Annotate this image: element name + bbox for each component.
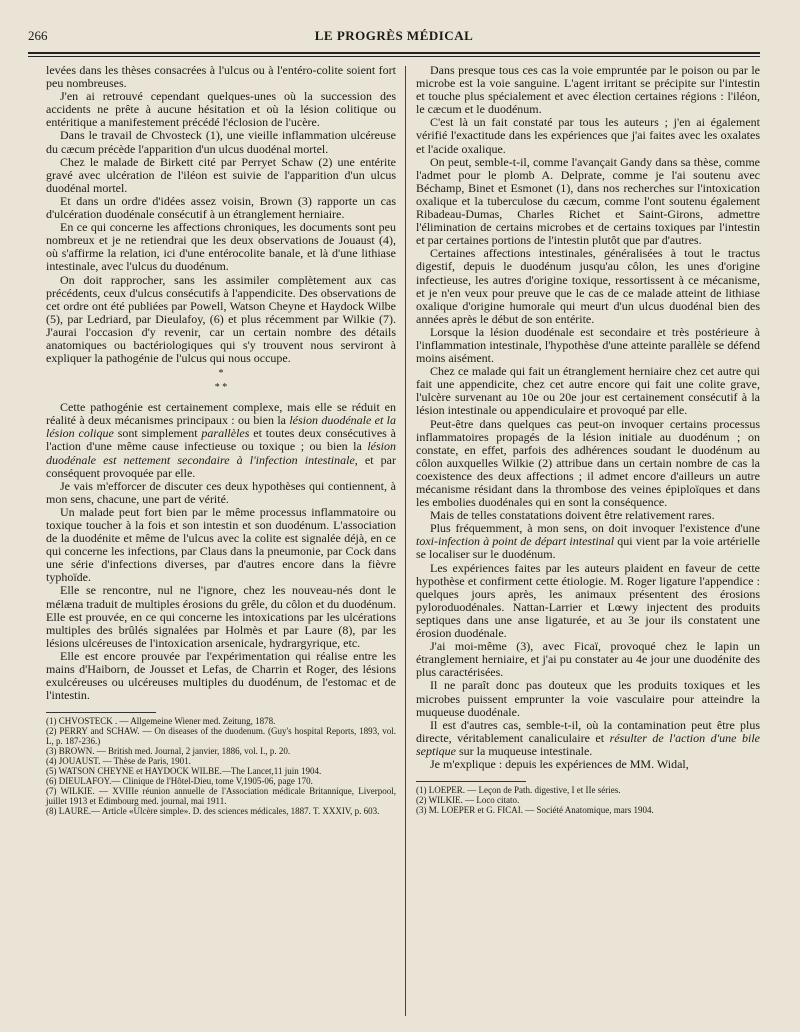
paragraph: En ce qui concerne les affections chroniques, les documents sont peu nombreux et je ne retiendrai que les deux observations de Jouaust (4), où s'affirme la relation, ici d'une entérocolite banale, et là d'une lithiase intestinale, avec l'ulcus du duodénum. (46, 220, 396, 274)
paragraph: Elle se rencontre, nul ne l'ignore, chez les nouveau-nés dont le mélæna traduit de multiples érosions du grêle, du côlon et du duodénum. Elle est prouvée, en ce qui concerne les intoxications par les ulcérations multiples des brûlés signalées par Holmès et par Laure (8), par les lésions ulcéreuses de l'intoxication arsenicale, hydrargyrique, etc. (46, 583, 396, 650)
paragraph: Il ne paraît donc pas douteux que les produits toxiques et les microbes puissent emprunter la voie vasculaire pour atteindre la muqueuse duodénale. (416, 678, 760, 719)
footnotes (46, 716, 396, 816)
paragraph: Dans le travail de Chvosteck (1), une vieille inflammation ulcéreuse du cæcum précède l'apparition d'un ulcus duodénal mortel. (46, 128, 396, 156)
emphasis: résulter de l'action d'une bile septique (416, 730, 760, 758)
right-column (416, 64, 760, 815)
footnote: (2) WILKIE. — Loco citato. (416, 795, 520, 806)
paragraph: On peut, semble-t-il, comme l'avançait Gandy dans sa thèse, comme l'admet pour le plomb A. Delprate, comme je l'ai soutenu avec Béchamp, Binet et Esmonet (1), dans nos recherches sur l'intoxication oxalique et la tuberculose du cæcum, comme l'ont soutenu également Ribadeau-Dumas, Charles Richet et Saint-Girons, admettre l'élimination de certains microbes et de certains toxiques par l'intestin et par certaines portions de l'intestin plutôt que par d'autres. (416, 154, 760, 248)
text-run: et toutes deux consécutives à l'action d'une même cause infectieuse ou toxique ; ou bien la (46, 426, 396, 454)
paragraph: Je vais m'efforcer de discuter ces deux hypothèses qui contiennent, à mon sens, chacune, une part de vérité. (46, 478, 396, 506)
footnote: (4) JOUAUST. — Thèse de Paris, 1901. (46, 756, 191, 767)
paragraph: Certaines affections intestinales, généralisées à tout le tractus digestif, depuis le duodénum jusqu'au côlon, les unes d'origine infectieuse, les autres d'origine toxique, ressortissent à ce mécanisme, et je n'en veux pour preuve que le cas de ce malade atteint de lithiase oxalique d'origine humorale qui meurt d'un ulcus duodénal bien des années après le début de son entérite. (416, 246, 760, 326)
footnote-rule (46, 712, 156, 713)
emphasis: toxi-infection à point de départ intestinal (416, 534, 615, 549)
footnote-rule (416, 781, 526, 782)
footnote: (6) DIEULAFOY.— Clinique de l'Hôtel-Dieu, tome V,1905-06, page 170. (46, 776, 313, 787)
footnote: (1) CHVOSTECK . — Allgemeine Wiener med. Zeitung, 1878. (46, 716, 276, 727)
header-rule (28, 52, 760, 54)
footnote: (5) WATSON CHEYNE et HAYDOCK WILBE.—The Lancet,11 juin 1904. (46, 766, 322, 777)
paragraph: Mais de telles constatations doivent être relativement rares. (430, 508, 715, 523)
footnote: (1) LOEPER. — Leçon de Path. digestive, I et IIe séries. (416, 785, 621, 796)
paragraph: Lorsque la lésion duodénale est secondaire et très postérieure à l'inflammation intestinale, l'hypothèse d'une atteinte parallèle se défend moins aisément. (416, 324, 760, 366)
paragraph-toxi-infection (416, 522, 760, 561)
paragraph: Les expériences faites par les auteurs plaident en faveur de cette hypothèse et confirment cette étiologie. M. Roger ligature l'appendice : quelques jours après, les animaux présentent des érosions pyloroduodénales. Nattan-Larrier et Lœwy injectent des produits septiques dans une anse ligaturée, et au 3e jour ils constatent une érosion duodénale. (416, 560, 760, 641)
left-column (46, 64, 396, 816)
journal-title: LE PROGRÈS MÉDICAL (314, 28, 474, 43)
paragraph: Dans presque tous ces cas la voie empruntée par le poison ou par le microbe est la voie sanguine. L'agent irritant se précipite sur l'intestin et touche plus spécialement et avec élection certaines régions : l'iléon, le cæcum et le duodénum. (416, 63, 760, 117)
text-run: sur la muqueuse intestinale. (456, 743, 593, 758)
paragraph: C'est là un fait constaté par tous les auteurs ; j'en ai également vérifié l'exactitude dans les expériences que j'ai faites avec les oxalates et l'acide oxalique. (416, 115, 760, 156)
text-run: Plus fréquemment, à mon sens, on doit invoquer l'existence d'une (430, 521, 760, 536)
header-rule-thin (28, 56, 760, 57)
page-number: 266 (28, 28, 48, 43)
paragraph: Je m'explique : depuis les expériences de MM. Widal, (430, 756, 689, 771)
paragraph-pathogenie (46, 401, 396, 480)
emphasis: lésion duodénale et la lésion colique (46, 413, 396, 441)
column-divider (405, 66, 406, 1016)
paragraph: J'ai moi-même (3), avec Ficaï, provoqué chez le lapin un étranglement herniaire, et j'ai pu constater au 4e jour une duodénite des plus caractérisées. (416, 639, 760, 680)
emphasis: lésion duodénale est nettement secondaire à l'infection intestinale (46, 439, 396, 467)
paragraph: Et dans un ordre d'idées assez voisin, Brown (3) rapporte un cas d'ulcération duodénale consécutif à un étranglement herniaire. (46, 193, 396, 222)
text-run: sont simplement (113, 426, 202, 441)
paragraph: On doit rapprocher, sans les assimiler complètement aux cas précédents, ceux d'ulcus consécutifs à l'appendicite. Des observations de cet ordre ont été publiées par Powell, Watson Cheyne et Haydock Wilbe (5), par Ledriard, par Dieulafoy, (6) et plus récemment par Wilkie (7). J'aurai l'occasion d'y revenir, car un certain nombre des détails anatomiques ou bactériologiques qui s'y trouvent nous serviront à expliquer la pathogénie de l'ulcus qui nous occupe. (46, 272, 396, 366)
paragraph: Elle est encore prouvée par l'expérimentation qui réalise entre les mains d'Haiborn, de Jousset et Lefas, de Charrin et Roger, des lésions exulcéreuses ou ulcéreuses multiples du duodénum, de l'estomac et de l'intestin. (46, 648, 396, 703)
footnote: (8) LAURE.— Article «Ulcère simple». D. des sciences médicales, 1887. T. XXXIV, p. 603. (46, 806, 380, 817)
paragraph: Peut-être dans quelques cas peut-on invoquer certains processus inflammatoires propagés de la lésion initiale au duodénum ; on constate, en effet, parfois des adhérences soudant le duodénum au côlon auxquelles Wilkie (2) attribue dans un certain nombre de cas la coexistence des deux affections ; il admet encore d'ailleurs un autre mécanisme résidant dans la thrombose des veines épiploïques et dans les embolies duodénales qui en sont la conséquence. (416, 416, 760, 510)
footnote: (2) PERRY and SCHAW. — On diseases of the duodenum. (Guy's hospital Reports, 1893, vol. L, p. 187-236.) (46, 726, 396, 747)
footnote: (3) M. LOEPER et G. FICAI. — Société Anatomique, mars 1904. (416, 805, 654, 816)
text-run: qui vient par la voie artérielle se localiser sur le duodénum. (416, 534, 761, 562)
page-header (28, 28, 760, 48)
text-run: Cette pathogénie est certainement complexe, mais elle se réduit en réalité à deux mécanismes principaux : ou bien la (46, 400, 396, 428)
paragraph: Chez ce malade qui fait un étranglement herniaire chez cet autre qui fait une appendicite, chez cet autre encore qui fait une colite grave, l'ulcère survenant au 10e ou 20e jour est certainement consécutif à la lésion intestinale ou appendiculaire et provoqué par elle. (416, 364, 760, 418)
section-separator: * * * (214, 368, 228, 394)
text-run: , et par conséquent provoquée par elle. (46, 452, 396, 480)
footnote: (3) BROWN. — British med. Journal, 2 janvier, 1886, vol. I., p. 20. (46, 746, 291, 757)
paragraph: Un malade peut fort bien par le même processus inflammatoire ou toxique toucher à la fois et son intestin et son duodénum. L'association de la duodénite et même de l'ulcus avec la colite est signalée déjà, en ce qui concerne les infections, par Claus dans la pneumonie, par Cock dans une série d'infections diverses, par d'autres encore dans la fièvre typhoïde. (46, 504, 396, 585)
paragraph: J'en ai retrouvé cependant quelques-unes où la succession des accidents ne prête à aucune hésitation et où la lésion colitique ou entéritique a manifestement précédé l'éclosion de l'ucère. (46, 89, 396, 130)
footnotes (416, 785, 760, 815)
emphasis: parallèles (201, 426, 250, 441)
text-run: Il est d'autres cas, semble-t-il, où la contamination peut être plus directe, véritablement canaliculaire et (416, 717, 760, 745)
paragraph-canaliculaire (416, 719, 760, 758)
footnote: (7) WILKIE. — XVIIIe réunion annuelle de l'Association médicale Britannique, Liverpool, juillet 1913 et Edimbourg med. journal, mai 1911. (46, 786, 396, 807)
paragraph: levées dans les thèses consacrées à l'ulcus ou à l'entéro-colite soient fort peu nombreuses. (46, 63, 396, 91)
paragraph: Chez le malade de Birkett cité par Perryet Schaw (2) une entérite gravé avec ulcération de l'iléon est suivie de l'apparition d'un ulcus duodénal mortel. (46, 154, 396, 195)
